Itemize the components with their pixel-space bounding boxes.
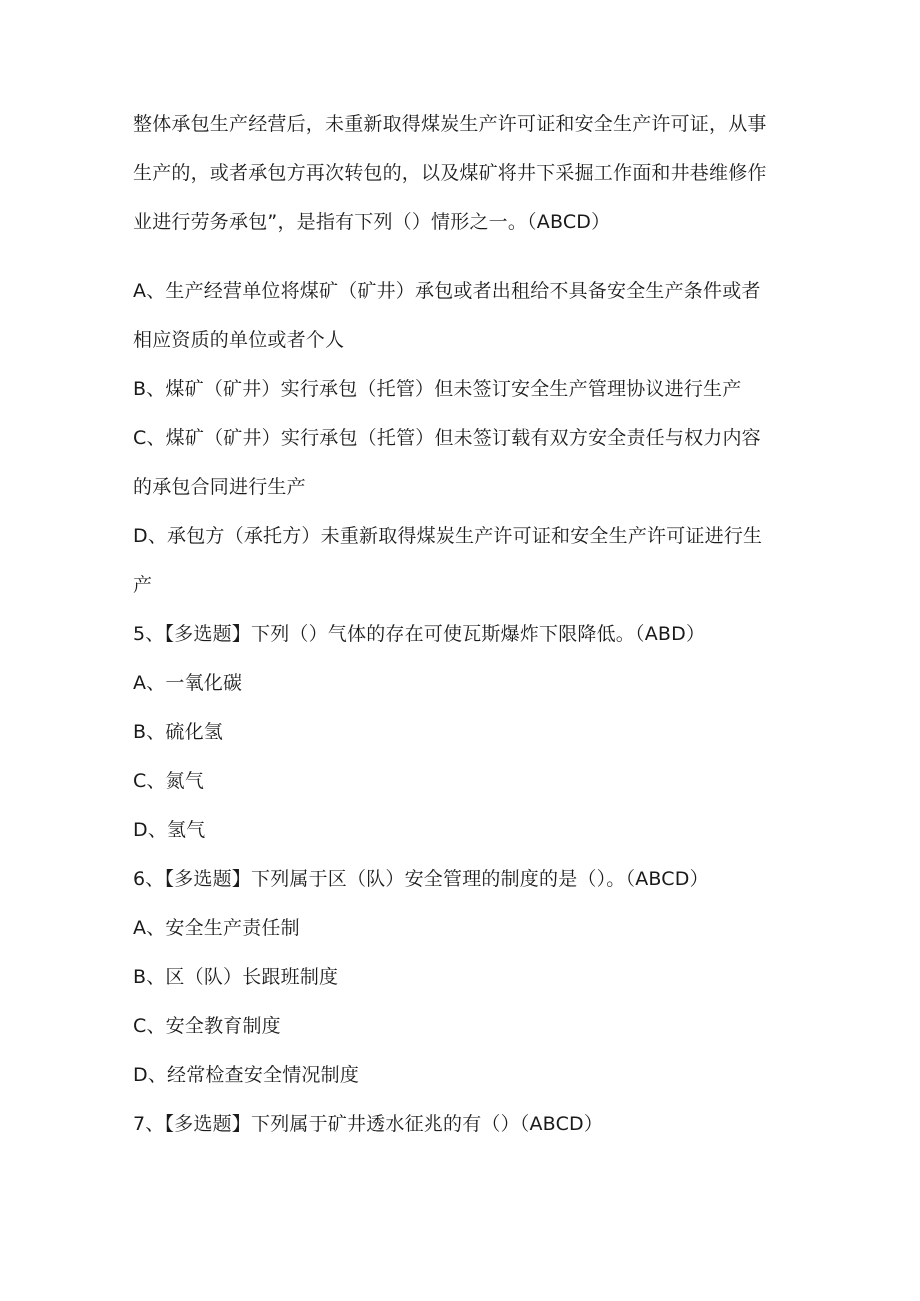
question-stem: 6、【多选题】下列属于区（队）安全管理的制度的是（）。（ABCD） [133, 868, 709, 890]
stem-line: 生产的，或者承包方再次转包的，以及煤矿将井下采掘工作面和井巷维修作 [133, 162, 767, 184]
question-stem: 7、【多选题】下列属于矿井透水征兆的有（）（ABCD） [133, 1113, 604, 1135]
document-page [133, 112, 793, 1136]
question-5 [133, 622, 793, 842]
option-a-line: A、生产经营单位将煤矿（矿井）承包或者出租给不具备安全生产条件或者 [133, 280, 761, 302]
option: C、安全教育制度 [133, 1015, 281, 1037]
question-4-stem [133, 112, 793, 234]
option: D、经常检查安全情况制度 [133, 1064, 360, 1086]
option: C、氮气 [133, 770, 205, 792]
option-d-line: 产 [133, 574, 153, 596]
stem-line: 整体承包生产经营后，未重新取得煤炭生产许可证和安全生产许可证，从事 [133, 113, 767, 135]
option-b: B、煤矿（矿井）实行承包（托管）但未签订安全生产管理协议进行生产 [133, 378, 742, 400]
question-4-options [133, 279, 793, 597]
option: A、安全生产责任制 [133, 917, 300, 939]
option-d-line: D、承包方（承托方）未重新取得煤炭生产许可证和安全生产许可证进行生 [133, 525, 763, 547]
option-c-line: 的承包合同进行生产 [133, 476, 306, 498]
stem-line: 业进行劳务承包”，是指有下列（）情形之一。（ABCD） [133, 211, 611, 233]
question-stem: 5、【多选题】下列（）气体的存在可使瓦斯爆炸下限降低。（ABD） [133, 623, 706, 645]
spacer [133, 234, 793, 279]
question-6 [133, 867, 793, 1087]
question-7 [133, 1112, 793, 1136]
option-a-line: 相应资质的单位或者个人 [133, 329, 345, 351]
option: B、硫化氢 [133, 721, 224, 743]
option: A、一氧化碳 [133, 672, 243, 694]
option-c-line: C、煤矿（矿井）实行承包（托管）但未签订载有双方安全责任与权力内容 [133, 427, 761, 449]
option: B、区（队）长跟班制度 [133, 966, 339, 988]
option: D、氢气 [133, 819, 206, 841]
